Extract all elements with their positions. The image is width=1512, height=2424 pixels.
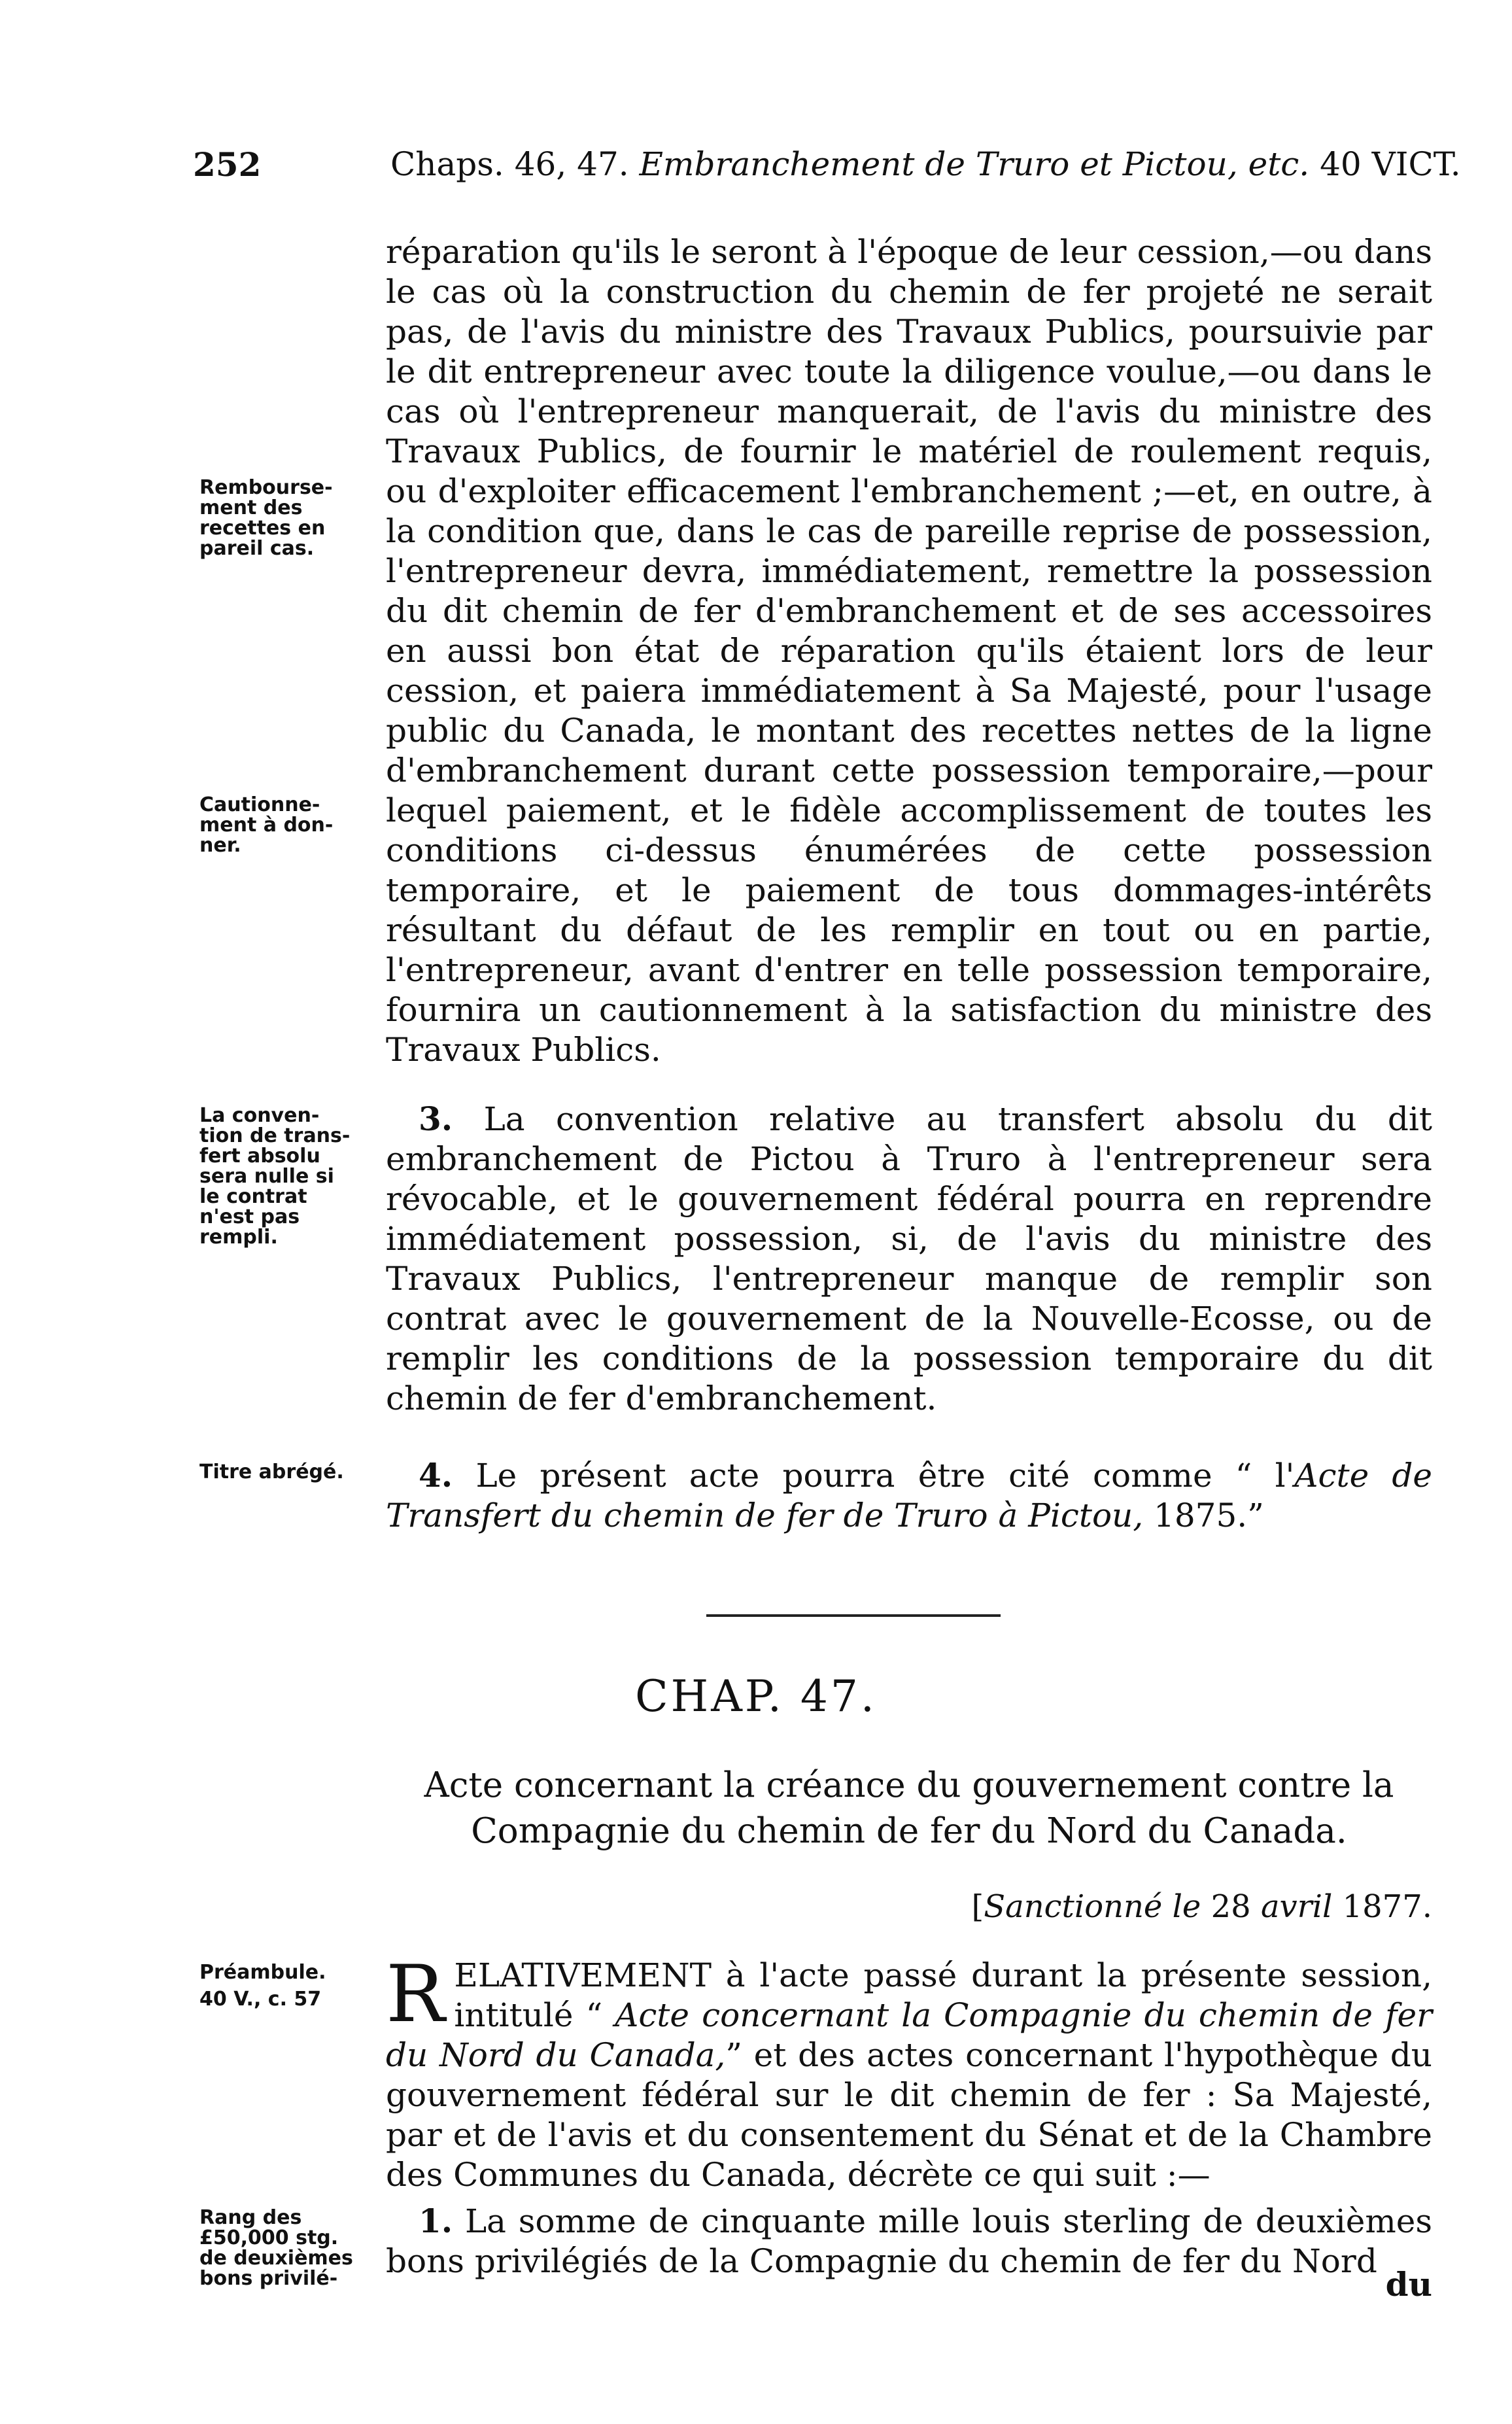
note-line: pareil cas. (199, 537, 315, 560)
margin-note-rang (199, 2208, 373, 2289)
note-line: de deuxièmes (199, 2247, 353, 2270)
note-line: fert absolu (199, 1145, 320, 1168)
catchword: du (1385, 2265, 1432, 2304)
preamble-text-end: ” et des actes concernant l'hypothèque du gouvernement fédéral sur le dit chemin de fer : Sa Majesté, par et de l'avis et du consentement du Sénat et de la Chambre des Communes du Canada, décrète ce qui suit :— (386, 2036, 1432, 2194)
drop-cap: R (386, 1949, 445, 2040)
note-line: le contrat (199, 1185, 307, 1208)
note-line: La conven- (199, 1104, 320, 1127)
assent-bracket: [ (971, 1888, 984, 1925)
note-line: tion de trans- (199, 1124, 351, 1147)
assent-month: avril (1260, 1888, 1333, 1925)
margin-note-preambule (199, 1962, 373, 2009)
short-title: Acte de Transfert du chemin de fer de Truro à Pictou, (386, 1457, 1432, 1534)
assent-year: 1877. (1332, 1888, 1432, 1925)
margin-note-titre (199, 1462, 373, 1482)
note-line: rempli. (199, 1226, 278, 1249)
note-line: Préambule. (199, 1961, 326, 1984)
running-chapters: Chaps. 46, 47. (390, 145, 640, 183)
preamble (386, 1949, 1432, 2195)
section-text-end: 1875.” (1143, 1497, 1264, 1534)
note-line: ment à don- (199, 814, 334, 837)
section-text: Le présent acte pourra être cité comme “ l' (453, 1457, 1295, 1495)
chap47-section-1 (386, 2201, 1432, 2281)
chap46-continued-paragraph (386, 232, 1432, 1070)
section-text: La convention relative au transfert absolu du dit embranchement de Pictou à Truro à l'entrepreneur sera révocable, et le gouvernement fédéral pourra en reprendre immédiatement possession, si, de l'avis du ministre des Travaux Publics, l'entrepreneur manque de remplir son contrat avec le gouvernement de la Nouvelle-Ecosse, ou de remplir les conditions de la possession temporaire du dit chemin de fer d'embranchement. (386, 1100, 1432, 1417)
assent-day: 28 (1201, 1888, 1261, 1925)
note-line: £50,000 stg. (199, 2226, 339, 2249)
assent-label: Sanctionné le (984, 1888, 1201, 1925)
note-line: ment des (199, 496, 303, 519)
note-line: n'est pas (199, 1205, 300, 1228)
running-header (0, 145, 1512, 191)
chapter-separator-rule (706, 1614, 1001, 1617)
note-line: Rembourse- (199, 476, 333, 499)
note-line: recettes en (199, 517, 326, 540)
note-line: Rang des (199, 2206, 302, 2229)
assent-line (972, 1888, 1432, 1925)
chapter-title: Acte concernant la créance du gouvernement contre la Compagnie du chemin de fer du Nord du Canada. (424, 1765, 1394, 1851)
preamble-text: ELATIVEMENT à l'acte passé durant la présente session, intitulé “ (454, 1956, 1432, 2034)
paragraph-text: réparation qu'ils le seront à l'époque de leur cession,—ou dans le cas où la construction du chemin de fer projeté ne serait pas, de l'avis du ministre des Travaux Publics, poursuivie par le dit entrepreneur avec toute la diligence voulue,—ou dans le cas où l'entrepreneur manquerait, de l'avis du ministre des Travaux Publics, de fournir le matériel de roulement requis, ou d'exploiter efficacement l'embranchement ;—et, en outre, à la condition que, dans le cas de pareille reprise de possession, l'entrepreneur devra, immédiatement, remettre la possession du dit chemin de fer d'embranchement et de ses accessoires en aussi bon état de réparation qu'ils étaient lors de leur cession, et paiera immédiatement à Sa Majesté, pour l'usage public du Canada, le montant des recettes nettes de la ligne d'embranchement durant cette possession temporaire,—pour lequel paiement, et le fidèle accomplissement de toutes les conditions ci-dessus énumérées de cette possession temporaire, et le paiement de tous dommages-intérêts résultant du défaut de les remplir en tout ou en partie, l'entrepreneur, avant d'entrer en telle possession temporaire, fournira un cautionnement à la satisfaction du ministre des Travaux Publics. (386, 233, 1432, 1069)
section-number: 3. (419, 1099, 453, 1138)
section-3 (386, 1099, 1432, 1419)
running-regnal-year: 40 VICT. (1309, 145, 1461, 183)
page-number: 252 (193, 145, 262, 184)
note-line: bons privilé- (199, 2267, 338, 2290)
chapter-heading: CHAP. 47. (635, 1671, 877, 1722)
margin-note-cautionnement (199, 795, 373, 856)
cited-act-title: Acte concernant la Compagnie du chemin de fer du Nord du Canada, (386, 1996, 1432, 2074)
note-line: 40 V., c. 57 (199, 1988, 322, 2011)
running-title (390, 145, 1461, 183)
section-text: La somme de cinquante mille louis sterling de deuxièmes bons privilégiés de la Compagnie du chemin de fer du Nord (386, 2202, 1432, 2280)
section-number: 4. (419, 1456, 453, 1495)
note-line: Cautionne- (199, 793, 320, 816)
note-line: Titre abrégé. (199, 1461, 344, 1483)
margin-note-convention (199, 1105, 373, 1247)
section-4 (386, 1455, 1432, 1536)
margin-note-remboursement (199, 477, 373, 559)
section-number: 1. (419, 2202, 453, 2240)
note-line: ner. (199, 834, 241, 857)
running-subject: Embranchement de Truro et Pictou, etc. (639, 145, 1310, 183)
note-line: sera nulle si (199, 1165, 334, 1188)
